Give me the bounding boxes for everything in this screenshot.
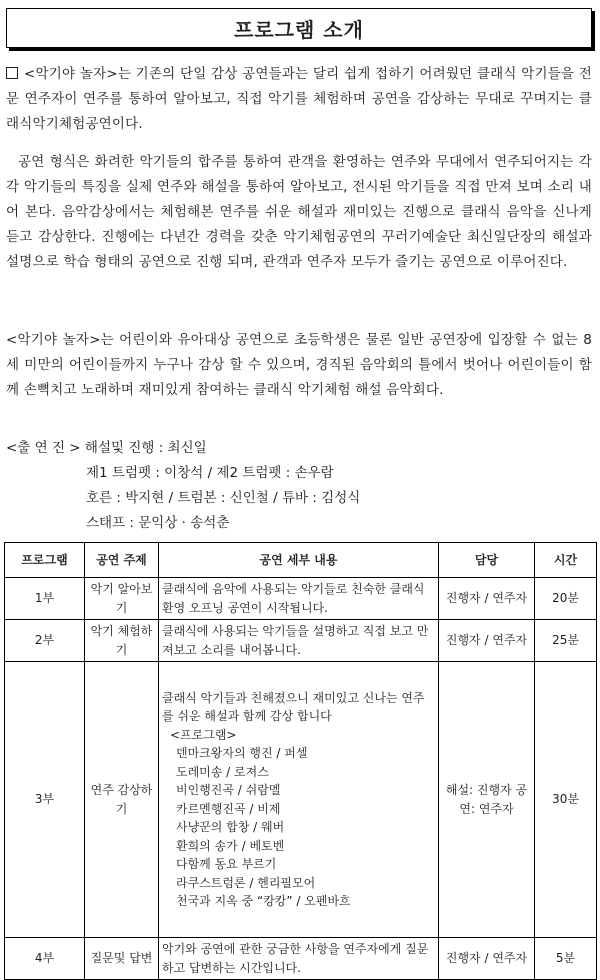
program-item: 환희의 송가 / 베토벤 (176, 838, 285, 853)
program-item: 다함께 동요 부르기 (176, 857, 277, 871)
credits-trumpet: 제1 트럼펫 : 이창석 / 제2 트럼펫 : 손우람 (86, 465, 334, 481)
program-item: 사냥꾼의 합창 / 웨버 (176, 820, 285, 834)
row-theme: 질문및 답변 (85, 938, 159, 980)
program-table (4, 542, 597, 980)
row-staff: 해설: 진행자 공연: 연주자 (439, 662, 535, 938)
program-item: 라쿠스트럼론 / 헨리필모어 (176, 875, 316, 890)
table-row (5, 620, 597, 662)
table-header-row (5, 543, 597, 578)
page-title: 프로그램 소개 (234, 17, 364, 42)
program-item: 도레미송 / 로져스 (176, 764, 269, 779)
row-time: 5분 (535, 938, 597, 980)
program-item: 비인행진곡 / 쉬람멜 (176, 783, 281, 797)
table-row (5, 578, 597, 620)
header-program: 프로그램 (5, 543, 85, 578)
row-staff: 진행자 / 연주자 (439, 938, 535, 980)
row-theme: 악기 알아보기 (85, 578, 159, 620)
row-theme: 악기 체험하기 (85, 620, 159, 662)
header-staff: 담당 (439, 543, 535, 578)
program-label: <프로그램> (170, 727, 237, 742)
row-detail: 악기와 공연에 관한 궁금한 사항을 연주자에게 질문하고 답변하는 시간입니다. (159, 938, 439, 980)
intro-paragraph (6, 62, 592, 137)
row-detail: 클래식에 음악에 사용되는 악기들로 친숙한 클래식 환영 오프닝 공연이 시작됩니다. (159, 578, 439, 620)
header-theme: 공연 주제 (85, 543, 159, 578)
header-time: 시간 (535, 543, 597, 578)
row-part: 3부 (5, 662, 85, 938)
table-row (5, 938, 597, 980)
page-title-box (6, 8, 592, 48)
intro-text: <악기야 놀자>는 기존의 단일 감상 공연들과는 달리 쉽게 접하기 어려웠던 클래식 악기들을 전문 연주자이 연주를 통하여 알아보고, 직접 악기를 체험하며 공연을 감상하는 무대로 꾸며지는 클래식악기체험공연이다. (6, 66, 592, 132)
row-part: 1부 (5, 578, 85, 620)
credits-host: <출 연 진 > 해설및 진행 : 최신일 (6, 440, 207, 456)
program-item: 덴마크왕자의 행진 / 퍼셀 (176, 746, 308, 760)
program-item: 천국과 지옥 중 “캉캉” / 오펜바흐 (176, 894, 351, 908)
row-theme: 연주 감상하기 (85, 662, 159, 938)
program-item: 카르멘행진곡 / 비제 (176, 801, 281, 816)
credits-staff: 스태프 : 문익상 · 송석춘 (86, 515, 230, 531)
credits-brass: 호른 : 박지현 / 트럼본 : 신인철 / 튜바 : 김성식 (86, 490, 361, 506)
row-staff: 진행자 / 연주자 (439, 578, 535, 620)
row-time: 30분 (535, 662, 597, 938)
row-time: 20분 (535, 578, 597, 620)
row-staff: 진행자 / 연주자 (439, 620, 535, 662)
row-part: 2부 (5, 620, 85, 662)
audience-paragraph: <악기야 놀자>는 어린이와 유아대상 공연으로 초등학생은 물론 일반 공연장에 입장할 수 없는 8세 미만의 어린이들까지 누구나 감상 할 수 있으며, 경직된 음악회의 틀에서 벗어나 어린이들이 함께 손뼉치고 노래하며 재미있게 참여하는 클래식 악기체험 해설 음악회다. (6, 332, 592, 398)
format-paragraph: 공연 형식은 화려한 악기들의 합주를 통하여 관객을 환영하는 연주와 무대에서 연주되어지는 각각 악기들의 특징을 실제 연주와 해설을 통하여 알아보고, 전시된 악기들을 직접 만져 보며 소리 내어 본다. 음악감상에서는 체험해본 연주를 쉬운 해설과 재미있는 진행으로 클래식 음악을 신나게 듣고 감상한다. 진행에는 다년간 경력을 갖춘 악기체험공연의 꾸러기예술단 최신일단장의 해설과 설명으로 학습 형태의 공연으로 진행 되며, 관객과 연주자 모두가 즐기는 공연으로 이루어진다. (6, 154, 592, 270)
row-detail: 클래식에 사용되는 악기들을 설명하고 직접 보고 만져보고 소리를 내어봅니다. (159, 620, 439, 662)
credits-block (6, 436, 360, 536)
program-intro: 클래식 악기들과 친해졌으니 재미있고 신나는 연주를 쉬운 해설과 함께 감상 합니다 (162, 690, 425, 723)
row-part: 4부 (5, 938, 85, 980)
table-row (5, 662, 597, 938)
checkbox-square-icon (6, 67, 18, 79)
row-time: 25분 (535, 620, 597, 662)
row-detail-program (159, 662, 439, 938)
header-detail: 공연 세부 내용 (159, 543, 439, 578)
